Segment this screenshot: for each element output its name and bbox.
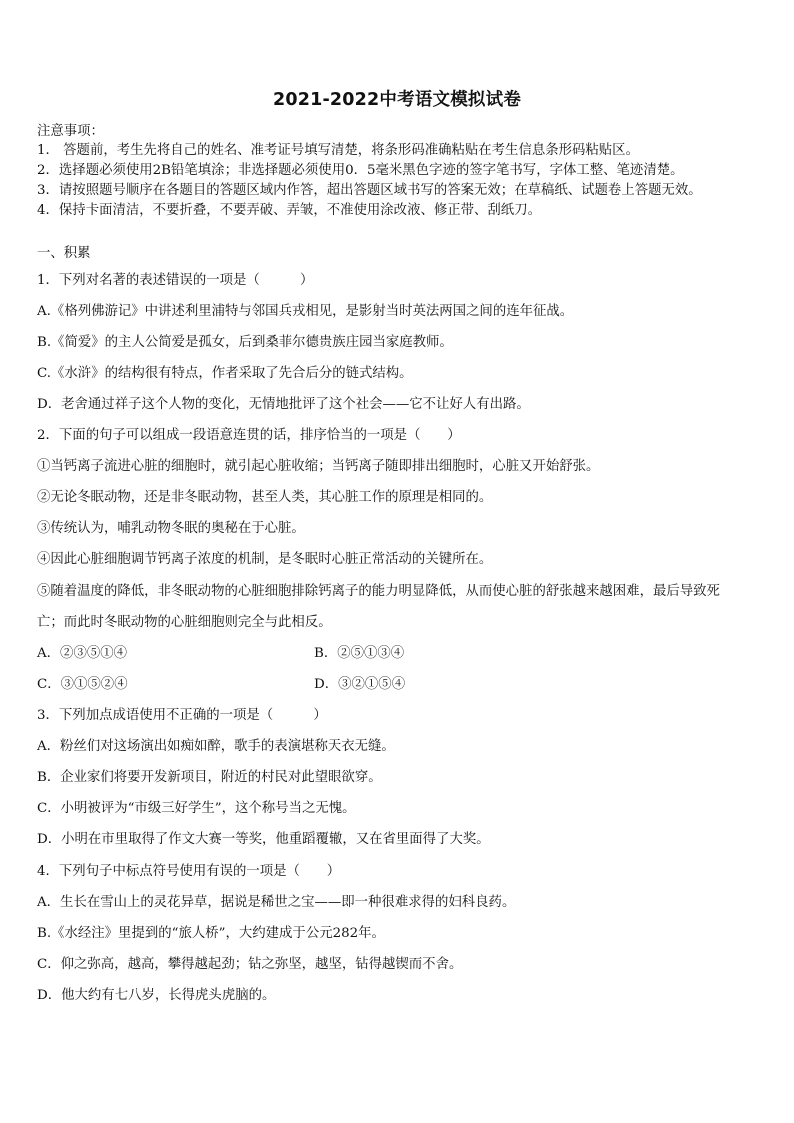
- notice-item: 1． 答题前，考生先将自己的姓名、准考证号填写清楚，将条形码准确粘贴在考生信息条形码粘贴区。: [37, 143, 639, 158]
- question-4-option-d: D．他大约有七八岁，长得虎头虎脑的。: [37, 988, 276, 1003]
- section-heading: 一、积累: [37, 246, 91, 261]
- question-1-option-b: B.《简爱》的主人公简爱是孤女，后到桑菲尔德贵族庄园当家庭教师。: [37, 335, 453, 350]
- question-1-option-a: A.《格列佛游记》中讲述利里浦特与邻国兵戎相见，是影射当时英法两国之间的连年征战。: [37, 304, 574, 319]
- question-4-option-a: A．生长在雪山上的灵花异草，据说是稀世之宝——即一种很难求得的妇科良药。: [37, 895, 516, 910]
- question-4-stem: 4．下列句子中标点符号使用有误的一项是（ ）: [37, 864, 341, 879]
- question-2-option-d: D．③②①⑤④: [314, 677, 406, 692]
- question-2-option-c: C．③①⑤②④: [37, 677, 128, 692]
- notice-item: 4．保持卡面清洁，不要折叠，不要弄破、弄皱，不准使用涂改液、修正带、刮纸刀。: [37, 203, 541, 218]
- question-3-option-b: B．企业家们将要开发新项目，附近的村民对此望眼欲穿。: [37, 770, 382, 785]
- question-2-option-b: B．②⑤①③④: [314, 646, 405, 661]
- question-3-stem: 3．下列加点成语使用不正确的一项是（ ）: [37, 708, 327, 723]
- question-4-option-c: C．仰之弥高，越高，攀得越起劲；钻之弥坚，越坚，钻得越锲而不舍。: [37, 957, 463, 972]
- question-2-option-a: A．②③⑤①④: [37, 646, 128, 661]
- notice-heading: 注意事项：: [37, 124, 104, 139]
- question-1-stem: 1．下列对名著的表述错误的一项是（ ）: [37, 273, 314, 288]
- question-1-option-c: C.《水浒》的结构很有特点，作者采取了先合后分的链式结构。: [37, 366, 413, 381]
- question-4-option-b: B.《水经注》里提到的“旅人桥”，大约建成于公元282年。: [37, 926, 385, 941]
- question-3-option-d: D．小明在市里取得了作文大赛一等奖，他重蹈覆辙，又在省里面得了大奖。: [37, 832, 490, 847]
- question-2-sentence: ②无论冬眠动物，还是非冬眠动物，甚至人类，其心脏工作的原理是相同的。: [37, 490, 493, 505]
- question-2-sentence: ①当钙离子流进心脏的细胞时，就引起心脏收缩；当钙离子随即排出细胞时，心脏又开始舒张。: [37, 459, 600, 474]
- question-1-option-d: D．老舍通过祥子这个人物的变化，无情地批评了这个社会——它不让好人有出路。: [37, 397, 530, 412]
- notice-item: 2．选择题必须使用2B铅笔填涂；非选择题必须使用0．5毫米黑色字迹的签字笔书写，字体工整、笔迹清楚。: [37, 163, 684, 178]
- question-2-sentence: 亡；而此时冬眠动物的心脏细胞则完全与此相反。: [37, 615, 332, 630]
- question-2-sentence: ⑤随着温度的降低，非冬眠动物的心脏细胞排除钙离子的能力明显降低，从而使心脏的舒张越来越困难，最后导致死: [37, 584, 720, 599]
- question-3-option-a: A．粉丝们对这场演出如痴如醉，歌手的表演堪称天衣无缝。: [37, 739, 395, 754]
- question-2-sentence: ③传统认为，哺乳动物冬眠的奥秘在于心脏。: [37, 521, 305, 536]
- question-3-option-c: C．小明被评为“市级三好学生”，这个称号当之无愧。: [37, 801, 356, 816]
- page-title: 2021-2022中考语文模拟试卷: [272, 90, 522, 110]
- notice-item: 3．请按照题号顺序在各题目的答题区域内作答，超出答题区域书写的答案无效；在草稿纸、试题卷上答题无效。: [37, 183, 702, 198]
- question-2-stem: 2．下面的句子可以组成一段语意连贯的话，排序恰当的一项是（ ）: [37, 428, 461, 443]
- question-2-sentence: ④因此心脏细胞调节钙离子浓度的机制，是冬眠时心脏正常活动的关键所在。: [37, 552, 493, 567]
